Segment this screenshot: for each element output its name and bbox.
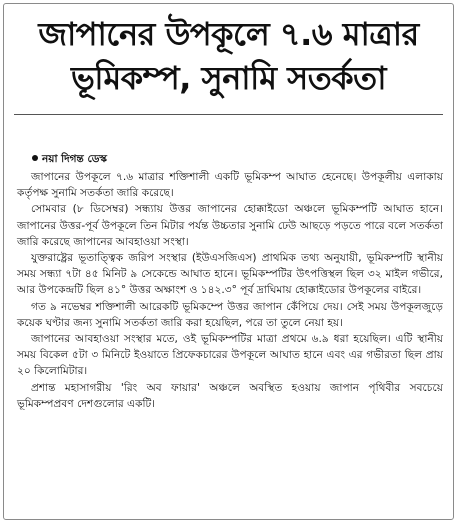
- news-clipping: [3, 3, 454, 520]
- paragraph: জাপানের উপকূলে ৭.৬ মাত্রার শক্তিশালী একটি ভূমিকম্প আঘাত হেনেছে। উপকূলীয় এলাকায় কর্তৃপক্ষ সুনামি সতর্কতা জারি করেছে।: [17, 171, 443, 200]
- headline-line-1: জাপানের উপকূলে ৭.৬ মাত্রার: [38, 15, 419, 53]
- byline-text: নয়া দিগন্ত ডেস্ক: [42, 153, 107, 165]
- paragraph: যুক্তরাষ্ট্রের ভূতাত্ত্বিক জরিপ সংস্থার (ইউএসজিএস) প্রাথমিক তথ্য অনুযায়ী, ভূমিকম্পটি স্থানীয় সময় সন্ধ্যা ৭টা ৪৫ মিনিট ৯ সেকেন্ডে আঘাত হানে। ভূমিকম্পটির উৎপত্তিস্থল ছিল ৩২ মাইল গভীরে, আর উপকেন্দ্রটি ছিল ৪১° উত্তর অক্ষাংশ ও ১৪২.৩° পূর্ব দ্রাঘিমায় হোক্কাইডোর উপকূলের বাইরে।: [17, 252, 443, 297]
- paragraph: গত ৯ নভেম্বর শক্তিশালী আরেকটি ভূমিকম্পে উত্তর জাপান কেঁপিয়ে দেয়। সেই সময় উপকূলজুড়ে কয়েক ঘণ্টার জন্য সুনামি সতর্কতা জারি করা হয়েছিল, পরে তা তুলে নেয়া হয়।: [17, 300, 443, 329]
- byline: [32, 152, 107, 169]
- headline: [4, 12, 453, 100]
- bullet-icon: [32, 155, 38, 161]
- article-body: [17, 169, 443, 412]
- headline-divider: [14, 114, 443, 115]
- paragraph: সোমবার (৮ ডিসেম্বর) সন্ধ্যায় উত্তর জাপানের হোক্কাইডো অঞ্চলে ভূমিকম্পটি আঘাত হানে। জাপানের উত্তর-পূর্ব উপকূলে তিন মিটার পর্যন্ত উচ্চতার সুনামি ঢেউ আছড়ে পড়তে পারে বলে সতর্কতা জারি করেছে জাপানের আবহাওয়া সংস্থা।: [17, 203, 443, 248]
- paragraph: জাপানের আবহাওয়া সংস্থার মতে, ওই ভূমিকম্পটির মাত্রা প্রথমে ৬.৯ ধরা হয়েছিল। এটি স্থানীয় সময় বিকেল ৫টা ৩ মিনিটে ইওয়াতে প্রিফেকচারের উপকূলে আঘাত হানে এবং এর গভীরতা ছিল প্রায় ২০ কিলোমিটার।: [17, 333, 443, 378]
- paragraph: প্রশান্ত মহাসাগরীয় 'রিং অব ফায়ার' অঞ্চলে অবস্থিত হওয়ায় জাপান পৃথিবীর সবচেয়ে ভূমিকম্পপ্রবণ দেশগুলোর একটি।: [17, 381, 443, 410]
- headline-line-2: ভূমিকম্প, সুনামি সতর্কতা: [71, 59, 386, 97]
